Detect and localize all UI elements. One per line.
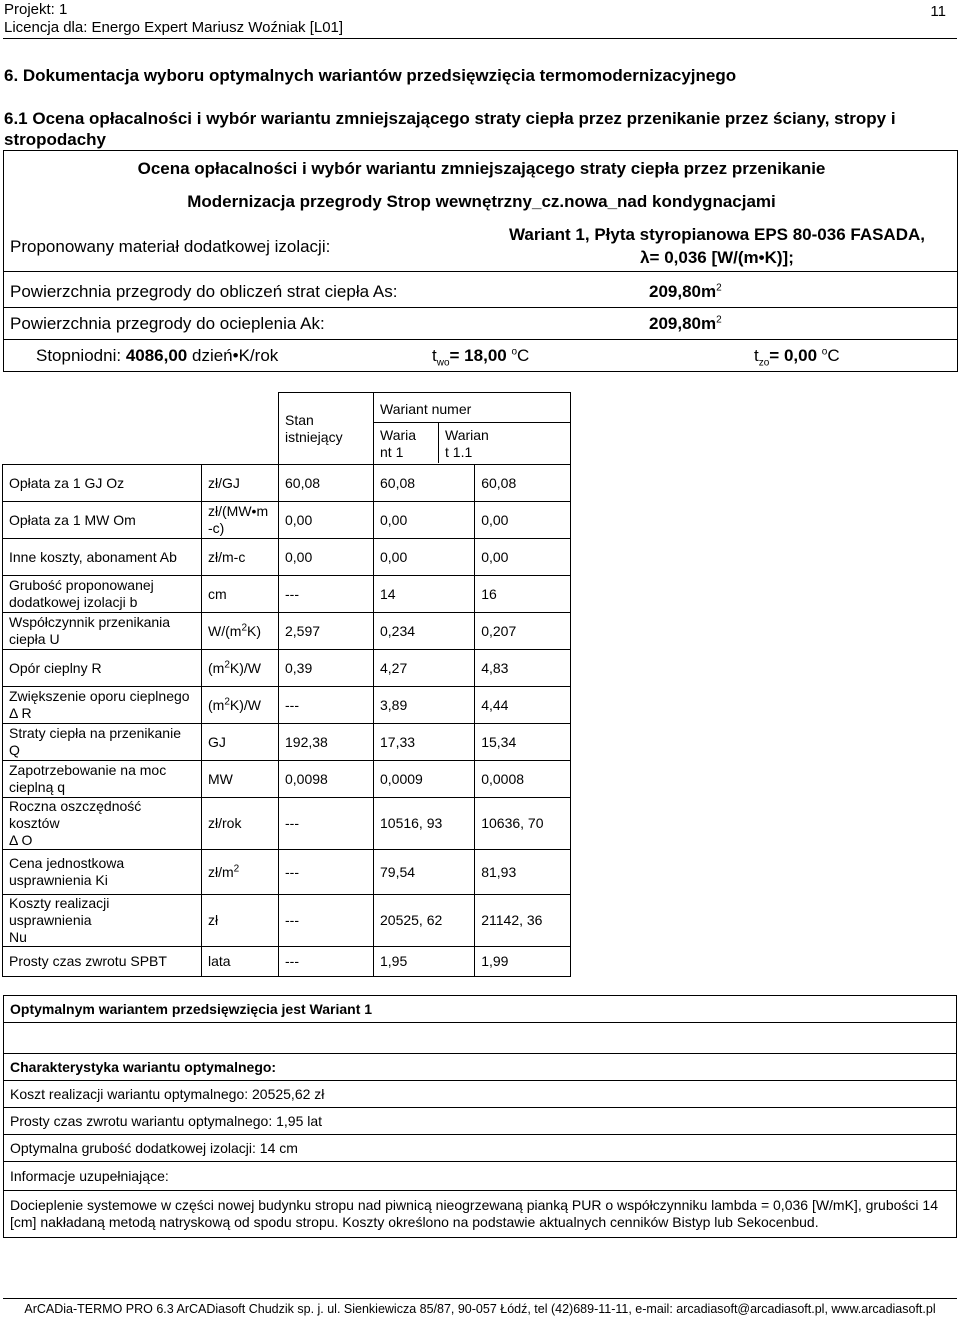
row-existing: 60,08 xyxy=(279,465,374,502)
row-label: Zwiększenie oporu cieplnego Δ R xyxy=(3,687,202,724)
as-label: Powierzchnia przegrody do obliczeń strat ciepła As: xyxy=(10,282,398,301)
row-variant-1: 3,89 xyxy=(374,687,475,724)
row-variant-1: 0,0009 xyxy=(374,761,475,798)
row-existing: 0,0098 xyxy=(279,761,374,798)
row-existing: 2,597 xyxy=(279,613,374,650)
box-divider xyxy=(4,271,957,272)
ak-label: Powierzchnia przegrody do ocieplenia Ak: xyxy=(10,314,325,333)
row-variant-1-1: 21142, 36 xyxy=(475,895,571,947)
row-label: Opór cieplny R xyxy=(3,650,202,687)
row-label: Straty ciepła na przenikanie Q xyxy=(3,724,202,761)
row-variant-1-1: 81,93 xyxy=(475,850,571,895)
row-variant-1: 14 xyxy=(374,576,475,613)
row-label: Opłata za 1 GJ Oz xyxy=(3,465,202,502)
section-title: 6. Dokumentacja wyboru optymalnych wariantów przedsięwzięcia termomodernizacyjnego xyxy=(4,66,737,85)
table-row xyxy=(3,613,571,650)
as-sup: 2 xyxy=(716,282,722,294)
optimal-variant: Optymalnym wariantem przedsięwzięcia jest Wariant 1 xyxy=(3,995,957,1023)
table-row xyxy=(3,687,571,724)
row-variant-1-1: 16 xyxy=(475,576,571,613)
row-existing: 0,39 xyxy=(279,650,374,687)
row-existing: 0,00 xyxy=(279,502,374,539)
col-existing: Stan istniejący xyxy=(279,393,374,465)
row-existing: 0,00 xyxy=(279,539,374,576)
two-temp: $t_{wo}= 18,00$ $^o$C xyxy=(432,346,530,369)
row-unit: zł/(MW•m -c) xyxy=(202,502,279,539)
row-existing: --- xyxy=(279,947,374,977)
row-unit: lata xyxy=(202,947,279,977)
table-row xyxy=(3,798,571,850)
ak-sup: 2 xyxy=(716,314,722,326)
characteristics-title: Charakterystyka wariantu optymalnego: xyxy=(3,1053,957,1081)
subsection-title: 6.1 Ocena opłacalności i wybór wariantu zmniejszającego straty ciepła przez przenikanie przez ściany, stropy i stropodachy xyxy=(4,109,896,149)
row-label: Grubość proponowanej dodatkowej izolacji b xyxy=(3,576,202,613)
row-variant-1-1: 4,44 xyxy=(475,687,571,724)
spacer xyxy=(3,1023,957,1053)
degree-days xyxy=(36,346,278,366)
row-unit: zł/GJ xyxy=(202,465,279,502)
optimal-payback: Prosty czas zwrotu wariantu optymalnego: 1,95 lat xyxy=(3,1107,957,1135)
table-row xyxy=(3,650,571,687)
degree-unit: dzień•K/rok xyxy=(192,346,279,365)
row-unit: $(m^2K)/W$ xyxy=(202,687,279,724)
as-value: 209,80m xyxy=(649,282,717,301)
row-variant-1: 1,95 xyxy=(374,947,475,977)
box-subtitle: Modernizacja przegrody Strop wewnętrzny_cz.nowa_nad kondygnacjami xyxy=(187,192,776,211)
row-unit: zł/m-c xyxy=(202,539,279,576)
row-label: Współczynnik przenikania ciepła U xyxy=(3,613,202,650)
row-variant-1: 79,54 xyxy=(374,850,475,895)
material-value-line2: λ= 0,036 [W/(m•K)]; xyxy=(640,248,794,267)
row-variant-1-1: 15,34 xyxy=(475,724,571,761)
row-existing: 192,38 xyxy=(279,724,374,761)
col-v1: Waria nt 1 xyxy=(374,423,439,463)
row-existing: --- xyxy=(279,850,374,895)
degree-label: Stopniodni: xyxy=(36,346,122,365)
page-number: 11 xyxy=(930,3,946,20)
info-label: Informacje uzupełniające: xyxy=(3,1161,957,1191)
assessment-box xyxy=(3,150,958,372)
row-variant-1-1: 1,99 xyxy=(475,947,571,977)
row-variant-1-1: 0,00 xyxy=(475,502,571,539)
variants-table xyxy=(2,392,571,977)
tzo-temp: $t_{zo}= 0,00$ $^o$C xyxy=(754,346,840,369)
ak-value: 209,80m xyxy=(649,314,717,333)
as-value-wrap xyxy=(649,282,722,302)
row-variant-1-1: 10636, 70 xyxy=(475,798,571,850)
footer: ArCADia-TERMO PRO 6.3 ArCADiasoft Chudzik sp. j. ul. Sienkiewicza 85/87, 90-057 Łódź, tel (42)689-11-11, e-mail: arcadiasoft@arcadiasoft.pl, www.arcadiasoft.pl xyxy=(3,1298,957,1316)
row-unit: MW xyxy=(202,761,279,798)
row-label: Prosty czas zwrotu SPBT xyxy=(3,947,202,977)
row-variant-1: 0,00 xyxy=(374,539,475,576)
material-label: Proponowany materiał dodatkowej izolacji: xyxy=(10,237,331,256)
row-variant-1: 20525, 62 xyxy=(374,895,475,947)
row-variant-1: 17,33 xyxy=(374,724,475,761)
info-text: Docieplenie systemowe w części nowej budynku stropu nad piwnicą nieogrzewaną pianką PUR o współczynniku lambda = 0,036 [W/mK], grubości 14 [cm] nakładaną metodą natryskową od spodu stropu. Koszty określono na podstawie aktualnych cenników Bistyp lub Sekocenbud. xyxy=(3,1190,957,1238)
row-variant-1-1: 0,207 xyxy=(475,613,571,650)
row-unit: GJ xyxy=(202,724,279,761)
row-existing: --- xyxy=(279,798,374,850)
row-unit: $zł/m^2$ xyxy=(202,850,279,895)
table-row xyxy=(3,576,571,613)
table-row xyxy=(3,502,571,539)
box-divider xyxy=(4,339,957,340)
header-divider xyxy=(3,38,957,39)
optimal-cost: Koszt realizacji wariantu optymalnego: 20525,62 zł xyxy=(3,1080,957,1108)
degree-value: 4086,00 xyxy=(125,346,188,365)
table-row xyxy=(3,465,571,502)
row-label: Opłata za 1 MW Om xyxy=(3,502,202,539)
row-label: Roczna oszczędność kosztów Δ O xyxy=(3,798,202,850)
row-unit: $(m^2K)/W$ xyxy=(202,650,279,687)
row-variant-1-1: 60,08 xyxy=(475,465,571,502)
row-label: Koszty realizacji usprawnienia Nu xyxy=(3,895,202,947)
table-row xyxy=(3,947,571,977)
table-row xyxy=(3,724,571,761)
row-existing: --- xyxy=(279,895,374,947)
col-v11: Warian t 1.1 xyxy=(445,426,489,460)
table-row xyxy=(3,539,571,576)
row-variant-1-1: 0,00 xyxy=(475,539,571,576)
row-unit: cm xyxy=(202,576,279,613)
project-label: Projekt: 1 xyxy=(4,1,68,18)
row-label: Cena jednostkowa usprawnienia Ki xyxy=(3,850,202,895)
row-variant-1-1: 0,0008 xyxy=(475,761,571,798)
material-value-line1: Wariant 1, Płyta styropianowa EPS 80-036 FASADA, xyxy=(508,225,925,244)
box-title: Ocena opłacalności i wybór wariantu zmniejszającego straty ciepła przez przenikanie xyxy=(137,159,826,178)
table-header-row xyxy=(3,393,571,465)
optimal-thickness: Optymalna grubość dodatkowej izolacji: 14 cm xyxy=(3,1134,957,1162)
license-label: Licencja dla: Energo Expert Mariusz Woźniak [L01] xyxy=(4,19,344,36)
col-variant-group: Wariant numer Waria nt 1 Warian t 1.1 xyxy=(374,393,571,465)
row-variant-1: 60,08 xyxy=(374,465,475,502)
row-variant-1: 0,234 xyxy=(374,613,475,650)
row-variant-1: 10516, 93 xyxy=(374,798,475,850)
row-unit: zł/rok xyxy=(202,798,279,850)
row-label: Zapotrzebowanie na moc cieplną q xyxy=(3,761,202,798)
ak-value-wrap xyxy=(649,314,722,334)
row-existing: --- xyxy=(279,576,374,613)
table-row xyxy=(3,761,571,798)
row-unit: $W/(m^2K)$ xyxy=(202,613,279,650)
row-existing: --- xyxy=(279,687,374,724)
row-variant-1-1: 4,83 xyxy=(475,650,571,687)
table-row xyxy=(3,895,571,947)
table-row xyxy=(3,850,571,895)
box-divider xyxy=(4,307,957,308)
row-unit: zł xyxy=(202,895,279,947)
row-variant-1: 0,00 xyxy=(374,502,475,539)
row-variant-1: 4,27 xyxy=(374,650,475,687)
row-label: Inne koszty, abonament Ab xyxy=(3,539,202,576)
